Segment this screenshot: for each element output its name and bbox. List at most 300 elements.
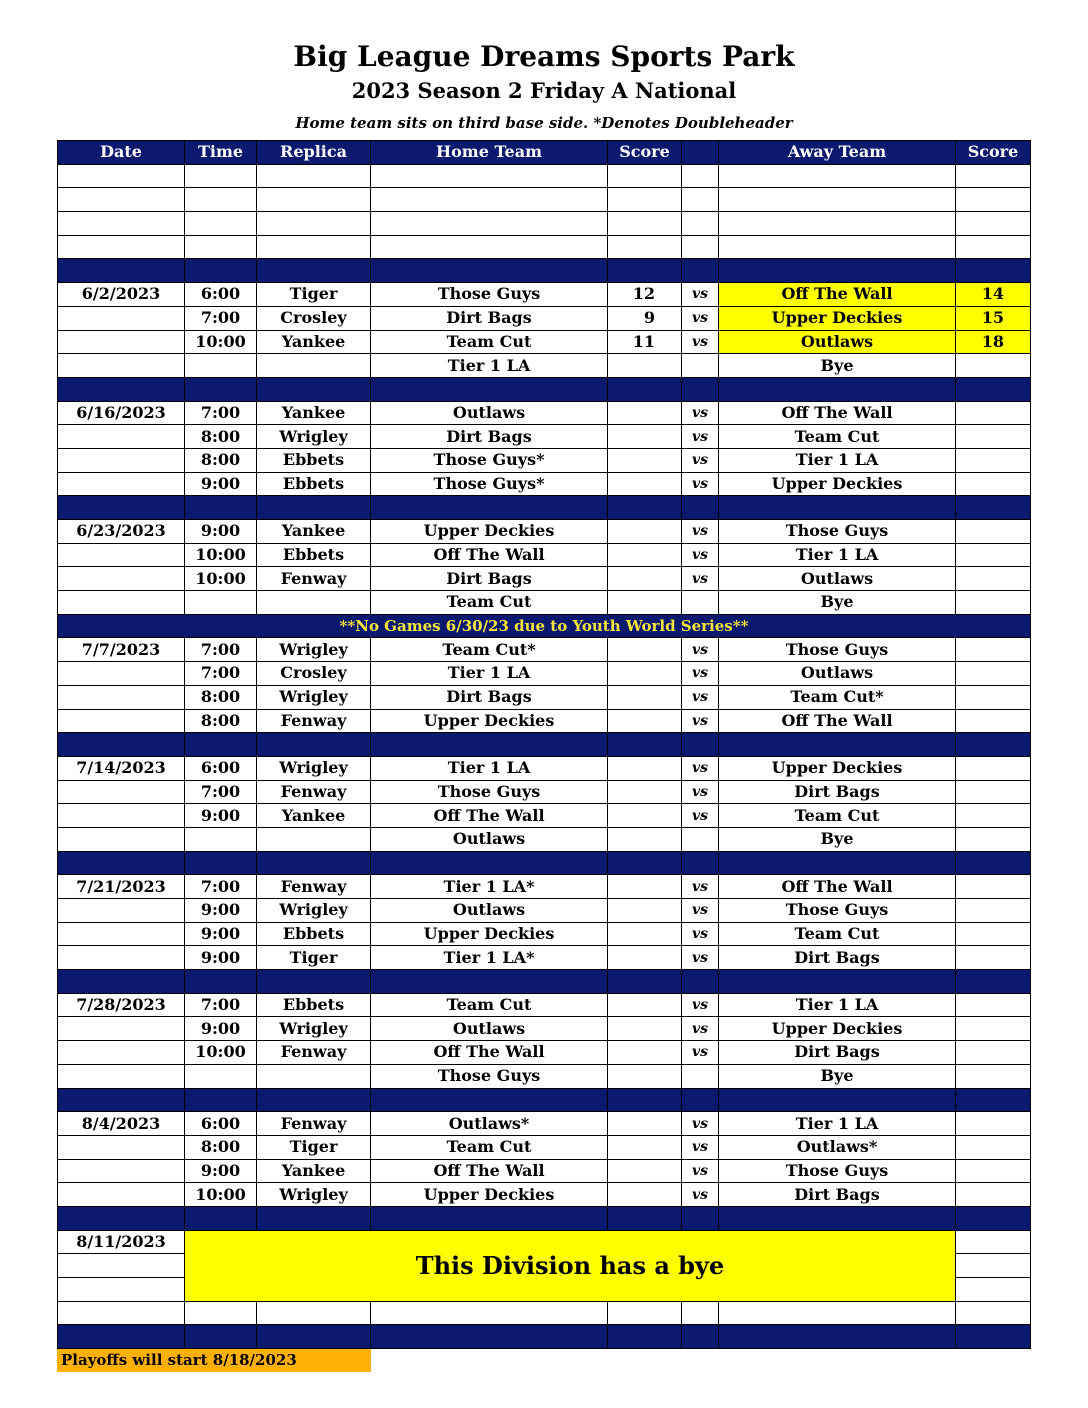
away-score-cell: 18: [956, 330, 1031, 354]
time-cell: 10:00: [185, 1041, 257, 1065]
away-score-cell: [956, 780, 1031, 804]
away-score-cell: [956, 1135, 1031, 1159]
empty-cell: [58, 496, 185, 520]
date-cell: [58, 1159, 185, 1183]
home-team-cell: Those Guys*: [371, 472, 608, 496]
empty-cell: [956, 1254, 1031, 1278]
replica-cell: Wrigley: [257, 756, 371, 780]
vs-cell: vs: [682, 804, 719, 828]
replica-cell: [257, 827, 371, 851]
empty-cell: [608, 851, 682, 875]
empty-cell: [58, 164, 185, 188]
home-team-cell: Tier 1 LA*: [371, 946, 608, 970]
home-team-cell: Off The Wall: [371, 1159, 608, 1183]
empty-cell: [608, 1088, 682, 1112]
away-team-cell: Bye: [719, 591, 956, 615]
empty-cell: [58, 970, 185, 994]
time-cell: 9:00: [185, 922, 257, 946]
home-team-cell: Outlaws: [371, 827, 608, 851]
vs-cell: vs: [682, 1159, 719, 1183]
away-team-cell: Dirt Bags: [719, 1183, 956, 1207]
col-replica-header: Replica: [257, 141, 371, 165]
date-cell: [58, 662, 185, 686]
home-score-cell: [608, 1112, 682, 1136]
separator-row: [58, 1325, 1031, 1349]
empty-cell: [185, 164, 257, 188]
empty-cell: [719, 1206, 956, 1230]
date-cell: [58, 780, 185, 804]
away-score-cell: [956, 520, 1031, 544]
empty-cell: [608, 1325, 682, 1349]
empty-cell: [185, 733, 257, 757]
empty-cell: [956, 259, 1031, 283]
replica-cell: Ebbets: [257, 993, 371, 1017]
empty-cell: [682, 1301, 719, 1325]
date-cell: [58, 1017, 185, 1041]
home-score-cell: [608, 448, 682, 472]
home-team-cell: Tier 1 LA: [371, 756, 608, 780]
empty-cell: [371, 164, 608, 188]
away-score-cell: [956, 993, 1031, 1017]
home-score-cell: 12: [608, 283, 682, 307]
replica-cell: Fenway: [257, 567, 371, 591]
empty-cell: [682, 188, 719, 212]
date-cell: 6/2/2023: [58, 283, 185, 307]
away-score-cell: 14: [956, 283, 1031, 307]
vs-cell: vs: [682, 1041, 719, 1065]
replica-cell: Wrigley: [257, 685, 371, 709]
empty-cell: [682, 164, 719, 188]
empty-cell: [58, 377, 185, 401]
replica-cell: Ebbets: [257, 543, 371, 567]
vs-cell: vs: [682, 567, 719, 591]
empty-cell: [719, 235, 956, 259]
empty-cell: [956, 235, 1031, 259]
home-team-cell: Dirt Bags: [371, 567, 608, 591]
home-score-cell: [608, 827, 682, 851]
replica-cell: Wrigley: [257, 1017, 371, 1041]
home-team-cell: Outlaws: [371, 899, 608, 923]
empty-cell: [58, 733, 185, 757]
empty-cell: [956, 164, 1031, 188]
empty-cell: [58, 212, 185, 236]
away-team-cell: Bye: [719, 1064, 956, 1088]
home-score-cell: [608, 804, 682, 828]
empty-cell: [608, 164, 682, 188]
time-cell: 8:00: [185, 448, 257, 472]
replica-cell: Tiger: [257, 1135, 371, 1159]
empty-cell: [956, 496, 1031, 520]
table-row: [58, 330, 1031, 354]
time-cell: 7:00: [185, 993, 257, 1017]
replica-cell: Wrigley: [257, 899, 371, 923]
replica-cell: Yankee: [257, 520, 371, 544]
date-cell: [58, 1041, 185, 1065]
away-team-cell: Outlaws*: [719, 1135, 956, 1159]
time-cell: 10:00: [185, 330, 257, 354]
empty-cell: [58, 1301, 185, 1325]
time-cell: 7:00: [185, 875, 257, 899]
date-cell: [58, 827, 185, 851]
vs-cell: vs: [682, 1183, 719, 1207]
time-cell: [185, 354, 257, 378]
empty-cell: [58, 1088, 185, 1112]
division-bye-banner: This Division has a bye: [185, 1230, 956, 1301]
empty-cell: [719, 496, 956, 520]
time-cell: 6:00: [185, 1112, 257, 1136]
table-row: [58, 709, 1031, 733]
time-cell: [185, 1064, 257, 1088]
time-cell: [185, 827, 257, 851]
table-row: [58, 520, 1031, 544]
home-score-cell: [608, 1041, 682, 1065]
home-team-cell: Tier 1 LA*: [371, 875, 608, 899]
empty-cell: [185, 259, 257, 283]
time-cell: 7:00: [185, 662, 257, 686]
time-cell: 7:00: [185, 638, 257, 662]
empty-cell: [608, 733, 682, 757]
replica-cell: Wrigley: [257, 1183, 371, 1207]
table-row: [58, 354, 1031, 378]
blank-row: [58, 235, 1031, 259]
home-score-cell: [608, 401, 682, 425]
time-cell: 7:00: [185, 306, 257, 330]
away-score-cell: [956, 638, 1031, 662]
empty-cell: [682, 377, 719, 401]
date-cell: [58, 543, 185, 567]
away-score-cell: [956, 662, 1031, 686]
blank-row: [58, 188, 1031, 212]
home-score-cell: [608, 520, 682, 544]
away-score-cell: [956, 756, 1031, 780]
replica-cell: Tiger: [257, 283, 371, 307]
replica-cell: [257, 591, 371, 615]
home-team-cell: Off The Wall: [371, 543, 608, 567]
vs-cell: [682, 354, 719, 378]
away-team-cell: Those Guys: [719, 1159, 956, 1183]
vs-cell: [682, 591, 719, 615]
replica-cell: Fenway: [257, 1112, 371, 1136]
replica-cell: Ebbets: [257, 472, 371, 496]
away-score-cell: [956, 354, 1031, 378]
away-score-cell: [956, 425, 1031, 449]
away-team-cell: Upper Deckies: [719, 1017, 956, 1041]
empty-cell: [956, 733, 1031, 757]
empty-cell: [682, 259, 719, 283]
empty-cell: [682, 212, 719, 236]
separator-row: [58, 377, 1031, 401]
schedule-table: [57, 140, 1031, 1349]
date-cell: 6/16/2023: [58, 401, 185, 425]
empty-cell: [58, 1325, 185, 1349]
separator-row: [58, 1206, 1031, 1230]
vs-cell: vs: [682, 709, 719, 733]
empty-cell: [58, 259, 185, 283]
empty-cell: [371, 496, 608, 520]
table-row: [58, 543, 1031, 567]
empty-cell: [257, 733, 371, 757]
empty-cell: [257, 970, 371, 994]
away-team-cell: Tier 1 LA: [719, 1112, 956, 1136]
table-row: [58, 283, 1031, 307]
home-team-cell: Upper Deckies: [371, 520, 608, 544]
empty-cell: [257, 1301, 371, 1325]
empty-cell: [257, 188, 371, 212]
away-team-cell: Team Cut: [719, 804, 956, 828]
vs-cell: vs: [682, 875, 719, 899]
vs-cell: vs: [682, 685, 719, 709]
home-team-cell: Those Guys: [371, 283, 608, 307]
home-score-cell: [608, 875, 682, 899]
vs-cell: vs: [682, 638, 719, 662]
empty-cell: [956, 212, 1031, 236]
date-cell: 7/14/2023: [58, 756, 185, 780]
date-cell: [58, 567, 185, 591]
empty-cell: [371, 1088, 608, 1112]
vs-cell: vs: [682, 425, 719, 449]
col-home-team-header: Home Team: [371, 141, 608, 165]
home-team-cell: Those Guys*: [371, 448, 608, 472]
away-score-cell: [956, 804, 1031, 828]
away-score-cell: [956, 875, 1031, 899]
empty-cell: [608, 1301, 682, 1325]
col-time-header: Time: [185, 141, 257, 165]
home-score-cell: [608, 1135, 682, 1159]
col-away-team-header: Away Team: [719, 141, 956, 165]
replica-cell: Wrigley: [257, 638, 371, 662]
replica-cell: Fenway: [257, 780, 371, 804]
away-team-cell: Upper Deckies: [719, 756, 956, 780]
empty-cell: [608, 1206, 682, 1230]
replica-cell: [257, 1064, 371, 1088]
time-cell: 9:00: [185, 946, 257, 970]
date-cell: [58, 354, 185, 378]
empty-cell: [371, 970, 608, 994]
home-score-cell: [608, 780, 682, 804]
time-cell: 9:00: [185, 520, 257, 544]
table-row: [58, 1159, 1031, 1183]
time-cell: 9:00: [185, 899, 257, 923]
home-score-cell: [608, 662, 682, 686]
home-score-cell: [608, 993, 682, 1017]
date-cell: [58, 804, 185, 828]
empty-cell: [371, 212, 608, 236]
away-score-cell: [956, 448, 1031, 472]
date-cell: [58, 946, 185, 970]
replica-cell: [257, 354, 371, 378]
empty-cell: [956, 188, 1031, 212]
home-team-cell: Outlaws: [371, 1017, 608, 1041]
home-score-cell: [608, 638, 682, 662]
time-cell: 7:00: [185, 780, 257, 804]
date-cell: [58, 1135, 185, 1159]
replica-cell: Ebbets: [257, 922, 371, 946]
away-score-cell: [956, 899, 1031, 923]
time-cell: 9:00: [185, 804, 257, 828]
vs-cell: vs: [682, 283, 719, 307]
table-row: [58, 1183, 1031, 1207]
empty-cell: [257, 259, 371, 283]
away-team-cell: Upper Deckies: [719, 306, 956, 330]
away-team-cell: Off The Wall: [719, 875, 956, 899]
home-score-cell: [608, 543, 682, 567]
home-team-cell: Outlaws: [371, 401, 608, 425]
empty-cell: [58, 1206, 185, 1230]
replica-cell: Yankee: [257, 804, 371, 828]
empty-cell: [257, 496, 371, 520]
home-team-cell: Dirt Bags: [371, 306, 608, 330]
date-cell: [58, 709, 185, 733]
home-score-cell: [608, 899, 682, 923]
away-team-cell: Outlaws: [719, 330, 956, 354]
empty-cell: [719, 733, 956, 757]
separator-row: [58, 733, 1031, 757]
bye-row: [58, 1230, 1031, 1254]
empty-cell: [682, 1088, 719, 1112]
empty-cell: [956, 1301, 1031, 1325]
time-cell: 9:00: [185, 1159, 257, 1183]
empty-cell: [371, 377, 608, 401]
table-row: [58, 1041, 1031, 1065]
away-score-cell: [956, 1112, 1031, 1136]
home-team-cell: Team Cut: [371, 993, 608, 1017]
home-score-cell: [608, 591, 682, 615]
replica-cell: Yankee: [257, 401, 371, 425]
empty-cell: [719, 851, 956, 875]
time-cell: 10:00: [185, 543, 257, 567]
table-row: [58, 1112, 1031, 1136]
blank-row: [58, 212, 1031, 236]
empty-cell: [257, 164, 371, 188]
col-vs-header: [682, 141, 719, 165]
separator-row: [58, 496, 1031, 520]
home-team-cell: Outlaws*: [371, 1112, 608, 1136]
home-score-cell: [608, 425, 682, 449]
away-score-cell: [956, 543, 1031, 567]
vs-cell: [682, 827, 719, 851]
away-score-cell: [956, 1183, 1031, 1207]
away-team-cell: Tier 1 LA: [719, 448, 956, 472]
home-team-cell: Team Cut: [371, 591, 608, 615]
empty-cell: [956, 851, 1031, 875]
away-score-cell: [956, 472, 1031, 496]
empty-cell: [956, 1206, 1031, 1230]
empty-cell: [371, 259, 608, 283]
away-score-cell: [956, 1159, 1031, 1183]
replica-cell: Yankee: [257, 330, 371, 354]
vs-cell: vs: [682, 448, 719, 472]
vs-cell: vs: [682, 780, 719, 804]
table-row: [58, 448, 1031, 472]
separator-row: [58, 851, 1031, 875]
empty-cell: [257, 1088, 371, 1112]
header-row: [58, 141, 1031, 165]
empty-cell: [185, 1206, 257, 1230]
empty-cell: [371, 851, 608, 875]
empty-cell: [719, 259, 956, 283]
home-team-cell: Dirt Bags: [371, 425, 608, 449]
playoffs-note: Playoffs will start 8/18/2023: [57, 1349, 371, 1372]
replica-cell: Tiger: [257, 946, 371, 970]
home-team-cell: Off The Wall: [371, 1041, 608, 1065]
home-team-cell: Those Guys: [371, 780, 608, 804]
empty-cell: [719, 164, 956, 188]
replica-cell: Crosley: [257, 306, 371, 330]
date-cell: [58, 899, 185, 923]
empty-cell: [956, 970, 1031, 994]
away-score-cell: [956, 922, 1031, 946]
empty-cell: [956, 1230, 1031, 1254]
time-cell: 8:00: [185, 425, 257, 449]
away-score-cell: [956, 591, 1031, 615]
empty-cell: [608, 188, 682, 212]
separator-row: [58, 970, 1031, 994]
empty-cell: [257, 212, 371, 236]
table-row: [58, 567, 1031, 591]
table-row: [58, 401, 1031, 425]
vs-cell: vs: [682, 472, 719, 496]
home-team-cell: Dirt Bags: [371, 685, 608, 709]
table-row: [58, 922, 1031, 946]
time-cell: 9:00: [185, 1017, 257, 1041]
away-team-cell: Dirt Bags: [719, 1041, 956, 1065]
home-team-cell: Off The Wall: [371, 804, 608, 828]
empty-cell: [608, 496, 682, 520]
empty-cell: [58, 1254, 185, 1278]
away-score-cell: 15: [956, 306, 1031, 330]
away-team-cell: Bye: [719, 827, 956, 851]
page-subtitle: 2023 Season 2 Friday A National: [351, 78, 737, 103]
empty-cell: [719, 188, 956, 212]
empty-cell: [58, 1278, 185, 1302]
table-row: [58, 306, 1031, 330]
date-cell: [58, 425, 185, 449]
replica-cell: Wrigley: [257, 425, 371, 449]
table-row: [58, 875, 1031, 899]
home-score-cell: [608, 567, 682, 591]
time-cell: 9:00: [185, 472, 257, 496]
date-cell: [58, 1183, 185, 1207]
away-score-cell: [956, 567, 1031, 591]
empty-cell: [719, 212, 956, 236]
away-team-cell: Team Cut: [719, 425, 956, 449]
empty-cell: [257, 1325, 371, 1349]
away-team-cell: Those Guys: [719, 520, 956, 544]
empty-cell: [185, 496, 257, 520]
table-row: [58, 946, 1031, 970]
away-team-cell: Outlaws: [719, 567, 956, 591]
page-title: Big League Dreams Sports Park: [293, 40, 795, 73]
home-team-cell: Team Cut: [371, 330, 608, 354]
empty-cell: [58, 851, 185, 875]
no-games-note: **No Games 6/30/23 due to Youth World Series**: [58, 614, 1031, 638]
away-team-cell: Tier 1 LA: [719, 543, 956, 567]
page-note: Home team sits on third base side. *Denotes Doubleheader: [295, 114, 793, 132]
away-team-cell: Dirt Bags: [719, 946, 956, 970]
date-cell: 8/4/2023: [58, 1112, 185, 1136]
empty-cell: [682, 970, 719, 994]
away-score-cell: [956, 827, 1031, 851]
vs-cell: vs: [682, 899, 719, 923]
empty-cell: [719, 1088, 956, 1112]
empty-cell: [371, 733, 608, 757]
time-cell: 10:00: [185, 567, 257, 591]
home-team-cell: Team Cut: [371, 1135, 608, 1159]
empty-cell: [682, 1325, 719, 1349]
away-team-cell: Tier 1 LA: [719, 993, 956, 1017]
away-team-cell: Team Cut*: [719, 685, 956, 709]
date-cell: 7/28/2023: [58, 993, 185, 1017]
